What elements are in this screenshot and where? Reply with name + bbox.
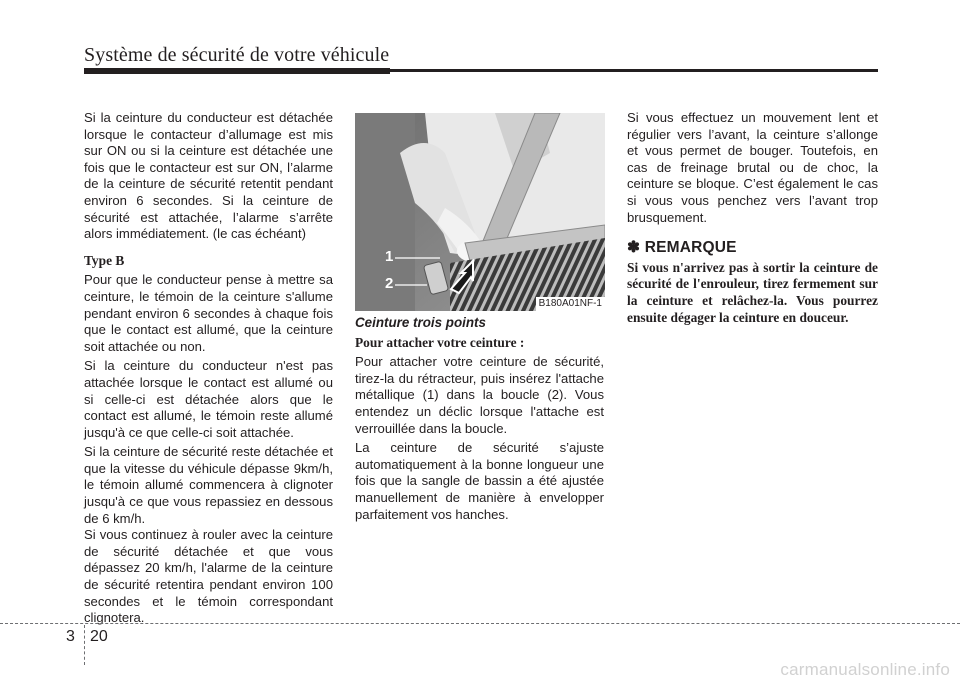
page-section: 3: [66, 628, 75, 645]
watermark: carmanualsonline.info: [780, 660, 950, 679]
type-b-heading: Type B: [84, 252, 125, 268]
note-symbol-icon: ✽: [627, 239, 641, 257]
paragraph-alarm: Si la ceinture du conducteur est détachée lorsque le contacteur d’allumage est mis sur ON ou si la ceinture est détachée une fois que le contacteur est sur ON, l’alarme de la ceinture de sécurité retentit pendant environ 6 secondes. Si la ceinture de sécurité est attachée, l’alarme s’arrête alors immédiatement. (le cas échéant): [84, 110, 333, 242]
paragraph-type-b-3: Si la ceinture de sécurité reste détachée et que la vitesse du véhicule dépasse 9km/h, le témoin allumé commencera à clignoter jusqu'à ce que vous repassiez en dessous de 6 km/h.: [84, 444, 333, 526]
note-body: Si vous n'arrivez pas à sortir la ceinture de sécurité de l'enrouleur, tirez fermement sur la ceinture et relâchez-la. Vous pourrez ensuite dégager la ceinture en douceur.: [627, 259, 878, 325]
right-column: [627, 110, 878, 326]
paragraph-adjust: La ceinture de sécurité s’ajuste automatiquement à la bonne longueur une fois que la sangle de bassin a été ajustée manuellement de manière à envelopper parfaitement vos hanches.: [355, 440, 604, 522]
chapter-title: Système de sécurité de votre véhicule: [84, 44, 390, 66]
left-column: [84, 110, 333, 627]
paragraph-type-b-1: Pour que le conducteur pense à mettre sa ceinture, le témoin de la ceinture s'allume pendant environ 6 secondes à chaque fois que le contact est allumé, que la ceinture soit attachée ou non.: [84, 272, 333, 354]
footer-vertical-divider: [84, 625, 85, 665]
note-heading: [627, 240, 878, 257]
header-rule: [84, 68, 878, 74]
seat-belt-figure: [355, 113, 605, 311]
callout-1: 1: [385, 248, 394, 265]
paragraph-type-b-2: Si la ceinture du conducteur n'est pas attachée lorsque le contact est allumé ou si celle-ci est détachée alors que le contact est allumé, le témoin reste allumé jusqu'à ce que celle-ci soit attachée.: [84, 358, 333, 440]
callout-2: 2: [385, 275, 394, 292]
figure-code: B180A01NF-1: [536, 297, 605, 311]
subheading: Pour attacher votre ceinture :: [355, 334, 525, 350]
footer-divider: [0, 623, 960, 624]
section-heading: Ceinture trois points: [355, 315, 486, 330]
paragraph-movement: Si vous effectuez un mouvement lent et régulier vers l’avant, la ceinture s’allonge et vous permet de bouger. Toutefois, en cas de freinage brutal ou de choc, la ceinture se bloque. C’est également le cas si vous vous penchez vers l’avant trop brusquement.: [627, 110, 878, 225]
middle-column: [355, 315, 604, 523]
paragraph-type-b-4: Si vous continuez à rouler avec la ceinture de sécurité détachée et que vous dépassez 20 km/h, l'alarme de la ceinture de sécurité retentira pendant environ 100 secondes et le témoin correspondant clignotera.: [84, 527, 333, 626]
paragraph-attach: Pour attacher votre ceinture de sécurité, tirez-la du rétracteur, puis insérez l'attache métallique (1) dans la boucle (2). Vous entendez un déclic lorsque l'attache est verrouillée dans la boucle.: [355, 354, 604, 436]
note-heading-label: REMARQUE: [644, 239, 737, 257]
page-number: 20: [90, 628, 108, 645]
